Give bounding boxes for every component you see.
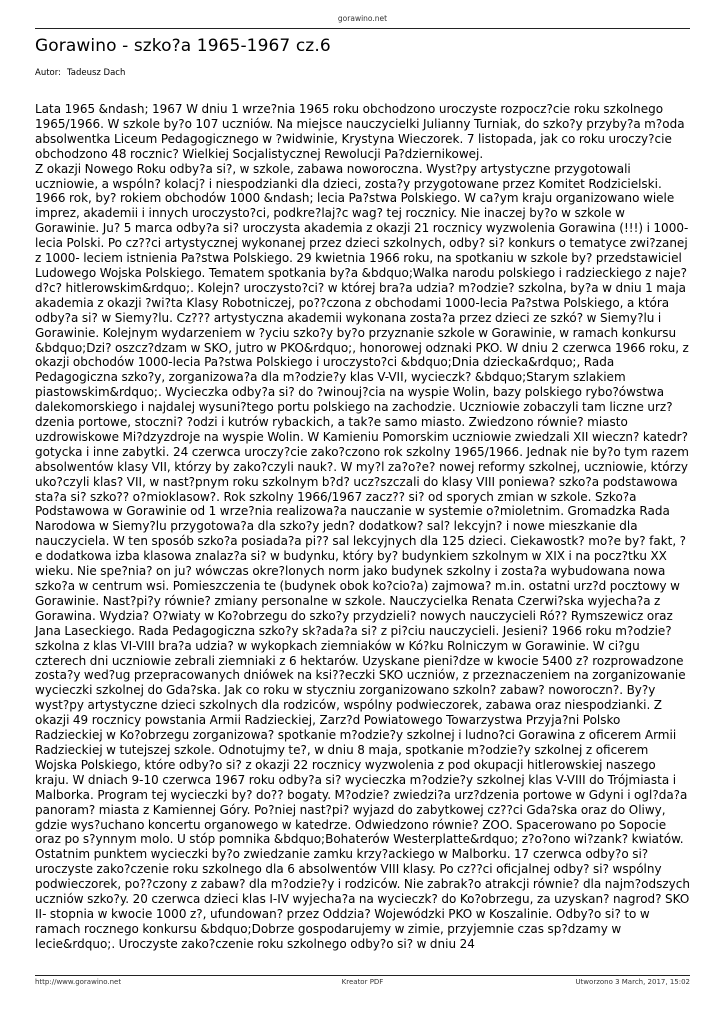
paragraph-1: Lata 1965 &ndash; 1967 W dniu 1 wrze?nia 1965 roku obchodzono uroczyste rozpocz?cie roku szkolnego 1965/1966. W szkole by?o 107 uczniów. Na miejsce nauczycielki Julianny Turniak, do szko?y przyby?a m?oda absolwentka Liceum Pedagogicznego w ?widwinie, Krystyna Wieczorek. 7 listopada, jak co roku uroczy?cie obchodzono 48 rocznic? Wielkiej Socjalistycznej Rewolucji Pa?dziernikowej. [35,102,685,161]
author-name: Tadeusz Dach [66,68,126,78]
article-body [35,102,690,952]
top-divider [35,28,690,29]
paragraph-2: Z okazji Nowego Roku odby?a si?, w szkole, zabawa noworoczna. Wyst?py artystyczne przygotowali uczniowie, a wspóln? kolacj? i niespodzianki dla dzieci, zosta?y przygotowane przez Komitet Rodzicielski. 1966 rok, by? rokiem obchodów 1000 &ndash; lecia Pa?stwa Polskiego. W ca?ym kraju organizowano wiele imprez, akademii i innych uroczysto?ci, podkre?laj?c wag? tej rocznicy. Nie inaczej by?o w szkole w Gorawinie. Ju? 5 marca odby?a si? uroczysta akademia z okazji 21 rocznicy wyzwolenia Gorawina (!!!) i 1000-lecia Polski. Po cz??ci artystycznej wykonanej przez dzieci szkolnych, odby? si? konkurs o tematyce zwi?zanej z 1000- leciem istnienia Pa?stwa Polskiego. 29 kwietnia 1966 roku, na spotkaniu w szkole by? przedstawiciel Ludowego Wojska Polskiego. Tematem spotkania by?a &bdquo;Walka narodu polskiego i radzieckiego z naje?d?c? hitlerowskim&rdquo;. Kolejn? uroczysto?ci? w której bra?a udzia? m?odzie? szkolna, by?a w dniu 1 maja akademia z okazji ?wi?ta Klasy Robotniczej, po??czona z obchodami 1000-lecia Pa?stwa Polskiego, a która odby?a si? w Siemy?lu. Cz??? artystyczna akademii wykonana zosta?a przez dzieci ze szkó? w Siemy?lu i Gorawinie. Kolejnym wydarzeniem w ?yciu szko?y by?o przyznanie szkole w Gorawinie, w ramach konkursu &bdquo;Dzi? oszcz?dzam w SKO, jutro w PKO&rdquo;, honorowej odznaki PKO. W dniu 2 czerwca 1966 roku, z okazji obchodów 1000-lecia Pa?stwa Polskiego i uroczysto?ci &bdquo;Dnia dziecka&rdquo;, Rada Pedagogiczna szko?y, zorganizowa?a dla m?odzie?y klas V-VII, wycieczk? &bdquo;Starym szlakiem piastowskim&rdquo;. Wycieczka odby?a si? do ?winouj?cia na wyspie Wolin, bazy polskiego rybo?ówstwa dalekomorskiego i najdalej wysuni?tego portu polskiego na zachodzie. Uczniowie zobaczyli tam liczne urz?dzenia portowe, stoczni? ?odzi i kutrów rybackich, a tak?e samo miasto. Zwiedzono równie? miasto uzdrowiskowe Mi?dzyzdroje na wyspie Wolin. W Kamieniu Pomorskim uczniowie zwiedzali XII wieczn? katedr? gotycka i inne zabytki. 24 czerwca uroczy?cie zako?czono rok szkolny 1965/1966. Jednak nie by?o tym razem absolwentów klasy VII, którzy by zako?czyli nauk?. W my?l za?o?e? nowej reformy szkolnej, uczniowie, którzy uko?czyli klas? VII, w nast?pnym roku szkolnym b?d? ucz?szczali do klasy VIII poniewa? szko?a podstawowa sta?a si? szko?? o?mioklasow?. Rok szkolny 1966/1967 zacz?? si? od sporych zmian w szkole. Szko?a Podstawowa w Gorawinie od 1 wrze?nia realizowa?a nauczanie w systemie o?mioletnim. Gromadzka Rada Narodowa w Siemy?lu przygotowa?a dla szko?y jedn? dodatkow? sal? lekcyjn? i nowe mieszkanie dla nauczyciela. W ten sposób szko?a posiada?a pi?? sal lekcyjnych dla 125 dzieci. Ciekawostk? mo?e by? fakt, ?e dodatkowa izba klasowa znalaz?a si? w budynku, który by? budynkiem szkolnym w XIX i na pocz?tku XX wieku. Nie spe?nia? on ju? wówczas okre?lonych norm jako budynek szkolny i zosta?a wybudowana nowa szko?a w centrum wsi. Pomieszczenia te (budynek obok ko?cio?a) zajmowa? m.in. ostatni urz?d pocztowy w Gorawinie. Nast?pi?y równie? zmiany personalne w szkole. Nauczycielka Renata Czerwi?ska wyjecha?a z Gorawina. Wydzia? O?wiaty w Ko?obrzegu do szko?y przydzieli? nowych nauczycieli Ró?? Rymszewicz oraz Jana Laseckiego. Rada Pedagogiczna szko?y sk?ada?a si? z pi?ciu nauczycieli. Jesieni? 1966 roku m?odzie? szkolna z klas VI-VIII bra?a udzia? w wykopkach ziemniaków w Kó?ku Rolniczym w Gorawinie. W ci?gu czterech dni uczniowie zebrali ziemniaki z 6 hektarów. Uzyskane pieni?dze w kwocie 5400 z? rozprowadzone zosta?y wed?ug przepracowanych dniówek na ksi??eczki SKO uczniów, z przeznaczeniem na zorganizowanie wycieczki szkolnej do Gda?ska. Jak co roku w styczniu zorganizowano szkoln? zabaw? noworoczn?. By?y wyst?py artystyczne dzieci szkolnych dla rodziców, wspólny podwieczorek, zabawa oraz niespodzianki. Z okazji 49 rocznicy powstania Armii Radzieckiej, Zarz?d Powiatowego Towarzystwa Przyja?ni Polsko Radzieckiej w Ko?obrzegu zorganizowa? spotkanie m?odzie?y szkolnej i ludno?ci Gorawina z oficerem Armii Radzieckiej w tutejszej szkole. Odnotujmy te?, w dniu 8 maja, spotkanie m?odzie?y szkolnej z oficerem Wojska Polskiego, które odby?o si? z okazji 22 rocznicy wyzwolenia z pod okupacji hitlerowskiej naszego kraju. W dniach 9-10 czerwca 1967 roku odby?a si? wycieczka m?odzie?y szkolnej klas V-VIII do Trójmiasta i Malborka. Program tej wycieczki by? do?? bogaty. M?odzie? zwiedzi?a urz?dzenia portowe w Gdyni i ogl?da?a panoram? miasta z Kamiennej Góry. Po?niej nast?pi? wyjazd do zabytkowej cz??ci Gda?ska oraz do Oliwy, gdzie wys?uchano koncertu organowego w katedrze. Odwiedzono równie? ZOO. Spacerowano po Sopocie oraz po s?ynnym molo. U stóp pomnika &bdquo;Bohaterów Westerplatte&rdquo; z?o?ono wi?zank? kwiatów. Ostatnim punktem wycieczki by?o zwiedzanie zamku krzy?ackiego w Malborku. 17 czerwca odby?o si? uroczyste zako?czenie roku szkolnego dla 6 absolwentów VIII klasy. Po cz??ci oficjalnej odby? si? wspólny podwieczorek, po??czony z zabaw? dla m?odzie?y i rodziców. Nie zabrak?o atrakcji równie? dla najm?odszych uczniów szko?y. 20 czerwca dzieci klas I-IV wyjecha?a na wycieczk? do Ko?obrzegu, za uzyskan? nagrod? SKO II- stopnia w kwocie 1000 z?, ufundowan? przez Oddzia? Wojewódzki PKO w Koszalinie. Odby?o si? to w ramach rocznego konkursu &bdquo;Dobrze gospodarujemy w zimie, przyjemnie czas sp?dzamy w lecie&rdquo;. Uroczyste zako?czenie roku szkolnego odby?o si? w dniu 24 [35,161,690,951]
author-line [35,68,125,78]
bottom-divider [35,975,690,976]
footer-generator: Kreator PDF [341,978,384,986]
footer-created: Utworzono 3 March, 2017, 15:02 [575,978,690,986]
footer-url[interactable]: http://www.gorawino.net [35,978,122,986]
author-label: Autor: [35,68,61,78]
site-header: gorawino.net [337,14,388,23]
page-title: Gorawino - szko?a 1965-1967 cz.6 [35,36,331,56]
page-footer [35,978,690,988]
